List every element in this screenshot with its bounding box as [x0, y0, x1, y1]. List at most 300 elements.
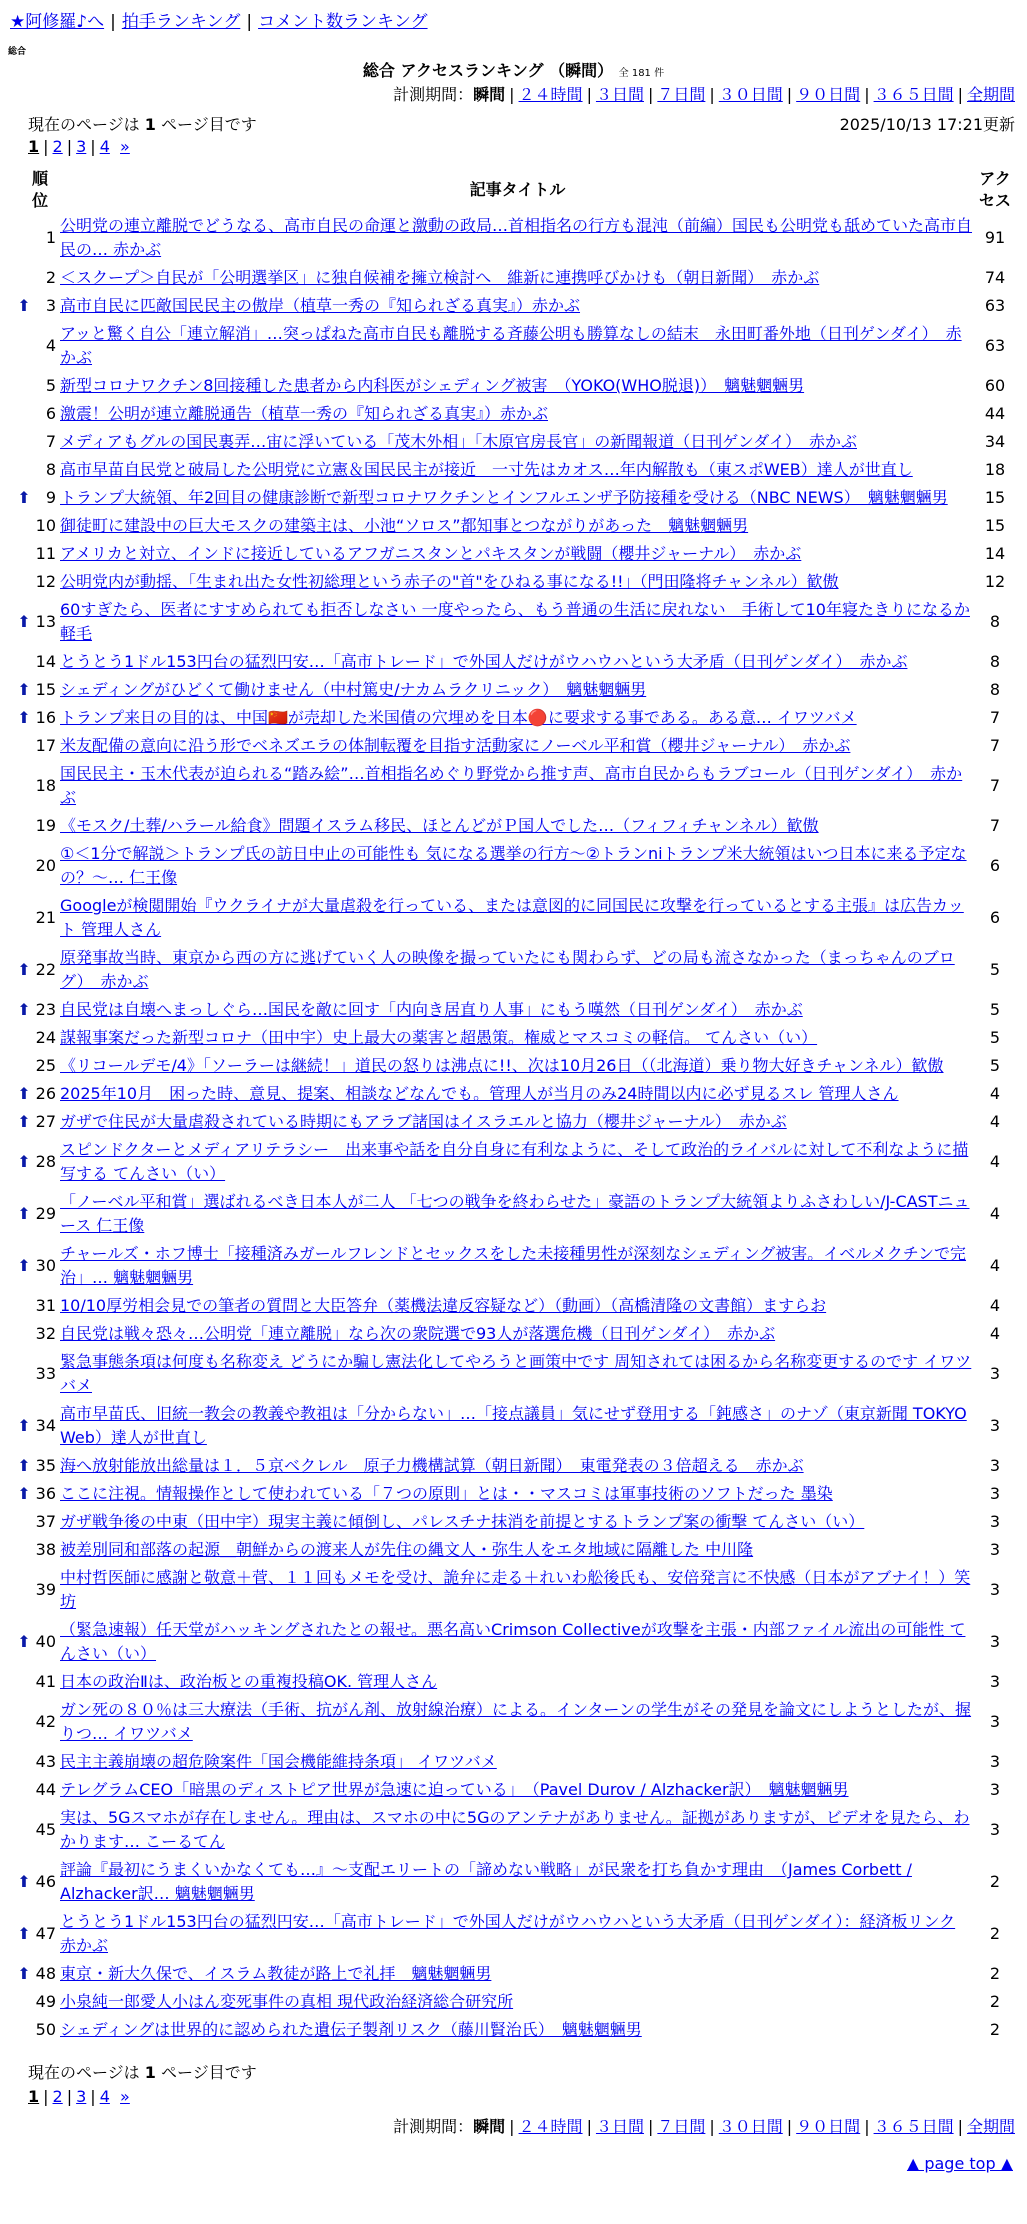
pager-next[interactable]: » — [120, 2087, 130, 2106]
rank-number: 11 — [35, 544, 56, 563]
table-row — [14, 1748, 1015, 1776]
rank-up-icon — [14, 1804, 34, 1856]
table-row — [14, 428, 1015, 456]
article-title-link[interactable]: アッと驚く自公「連立解消」…突っぱねた高市自民も離脱する斉藤公明も勝算なしの結末 永田町番外地（日刊ゲンダイ） 赤かぶ — [60, 324, 962, 367]
article-title-cell — [60, 1908, 975, 1960]
access-count: 8 — [989, 612, 1001, 631]
rank-up-icon — [14, 1748, 34, 1776]
article-title-cell — [60, 212, 975, 264]
rank-number: 17 — [35, 736, 56, 755]
table-row — [14, 812, 1015, 840]
pager-next[interactable]: » — [120, 137, 130, 156]
article-title-link[interactable]: 公明党の連立離脱でどうなる、高市自民の命運と激動の政局…首相指名の行方も混沌（前編）国民も公明党も舐めていた高市自民の… 赤かぶ — [60, 216, 973, 259]
article-title-cell — [60, 1052, 975, 1080]
access-count: 15 — [984, 488, 1006, 507]
article-title-cell — [60, 1080, 975, 1108]
rank-number: 35 — [35, 1456, 56, 1475]
rank-up-icon: ⬆ — [17, 1112, 31, 1131]
rank-up-icon — [14, 540, 34, 568]
article-title-link[interactable]: トランプ大統領、年2回目の健康診断で新型コロナワクチンとインフルエンザ予防接種を受ける（NBC NEWS） 魑魅魍魎男 — [60, 488, 948, 507]
access-count: 5 — [989, 1056, 1001, 1075]
rank-number: 23 — [35, 1000, 56, 1019]
period-label: 計測期間： — [393, 85, 474, 104]
rank-number: 25 — [35, 1056, 56, 1075]
rank-number: 24 — [35, 1028, 56, 1047]
rank-number: 45 — [35, 1820, 56, 1839]
article-title-cell — [60, 1024, 975, 1052]
rank-up-icon: ⬆ — [17, 1632, 31, 1651]
rank-number: 34 — [35, 1416, 56, 1435]
table-row — [14, 1988, 1015, 2016]
link-comment-ranking[interactable]: コメント数ランキング — [258, 12, 428, 32]
table-row — [14, 1616, 1015, 1668]
access-count: 5 — [989, 960, 1001, 979]
access-count: 3 — [989, 1512, 1001, 1531]
ranking-table — [14, 168, 1015, 2044]
table-row — [14, 264, 1015, 292]
table-row — [14, 1240, 1015, 1292]
rank-up-icon — [14, 1668, 34, 1696]
article-title-link[interactable]: 実は、5Gスマホが存在しません。理由は、スマホの中に5Gのアンテナがありません。証拠がありますが、ビデオを見たら、わかります… こーるてん — [60, 1808, 970, 1851]
access-count: 7 — [989, 816, 1001, 835]
article-title-link[interactable]: 東京・新大久保で、イスラム教徒が路上で礼拝 魑魅魍魎男 — [60, 1964, 492, 1983]
article-title-cell — [60, 1564, 975, 1616]
access-count: 7 — [989, 736, 1001, 755]
period-7d[interactable]: ７日間 — [657, 85, 706, 104]
rank-up-icon: ⬆ — [17, 1152, 31, 1171]
rank-up-icon: ⬆ — [17, 1964, 31, 1983]
rank-up-icon — [14, 1292, 34, 1320]
article-title-cell — [60, 1292, 975, 1320]
table-row — [14, 1452, 1015, 1480]
article-title-link[interactable]: 公明党内が動揺、「生まれ出た女性初総理という赤子の"首"をひねる事になる!!」（門田隆将チャンネル）歓傲 — [60, 572, 839, 591]
rank-up-icon: ⬆ — [17, 680, 31, 699]
rank-up-icon — [14, 212, 34, 264]
rank-number: 3 — [45, 296, 56, 315]
article-title-link[interactable]: とうとう1ドル153円台の猛烈円安…「高市トレード」で外国人だけがウハウハという大矛盾（日刊ゲンダイ） 赤かぶ — [60, 652, 908, 671]
rank-up-icon — [14, 456, 34, 484]
table-row — [14, 568, 1015, 596]
article-title-link[interactable]: チャールズ・ホフ博士「接種済みガールフレンドとセックスをした未接種男性が深刻なシェディング被害。イベルメクチンで完治」… 魑魅魍魎男 — [60, 1244, 967, 1287]
rank-up-icon — [14, 512, 34, 540]
article-title-cell — [60, 596, 975, 648]
article-title-cell — [60, 1988, 975, 2016]
article-title-link[interactable]: テレグラムCEO「暗黒のディストピア世界が急速に迫っている」 （Pavel Durov / Alzhacker訳） 魑魅魍魎男 — [60, 1780, 849, 1799]
link-clap-ranking[interactable]: 拍手ランキング — [121, 12, 241, 32]
page-info-bottom: 現在のページは 1 ページ目です — [28, 2063, 257, 2082]
period-all[interactable]: 全期間 — [966, 85, 1015, 104]
article-title-link[interactable]: 高市早苗自民党と破局した公明党に立憲＆国民民主が接近 一寸先はカオス…年内解散も（東スポWEB）達人が世直し — [60, 460, 913, 479]
table-row — [14, 456, 1015, 484]
pager-page-4[interactable]: 4 — [99, 137, 110, 156]
rank-number: 29 — [35, 1204, 56, 1223]
table-row — [14, 1292, 1015, 1320]
updated-timestamp: 2025/10/13 17:21更新 — [839, 115, 1015, 134]
article-title-link[interactable]: 10/10厚労相会見での筆者の質問と大臣答弁（薬機法違反容疑など）（動画）（高橋清隆の文書館）ますらお — [60, 1296, 827, 1315]
article-title-cell — [60, 540, 975, 568]
article-title-cell — [60, 892, 975, 944]
rank-number: 48 — [35, 1964, 56, 1983]
rank-number: 5 — [45, 376, 56, 395]
article-title-link[interactable]: 米友配備の意向に沿う形でベネズエラの体制転覆を目指す活動家にノーベル平和賞（櫻井ジャーナル） 赤かぶ — [60, 736, 851, 755]
access-count: 3 — [989, 1632, 1001, 1651]
table-row — [14, 892, 1015, 944]
article-title-cell — [60, 1536, 975, 1564]
rank-number: 4 — [45, 336, 56, 355]
rank-number: 46 — [35, 1872, 56, 1891]
table-row — [14, 1188, 1015, 1240]
table-row — [14, 704, 1015, 732]
access-count: 8 — [989, 680, 1001, 699]
rank-number: 14 — [35, 652, 56, 671]
article-title-link[interactable]: 60すぎたら、医者にすすめられても拒否しなさい 一度やったら、もう普通の生活に戻れない 手術して10年寝たきりになるか軽毛 — [60, 600, 970, 643]
rank-number: 36 — [35, 1484, 56, 1503]
access-count: 4 — [989, 1084, 1001, 1103]
access-count: 4 — [989, 1296, 1001, 1315]
top-nav: ★阿修羅♪へ | 拍手ランキング | コメント数ランキング — [10, 12, 428, 32]
article-title-link[interactable]: 「ノーベル平和賞」選ばれるべき日本人が二人 「七つの戦争を終わらせた」豪語のトランプ大統領よりふさわしい/J-CASTニュース 仁王像 — [60, 1192, 970, 1235]
ranking-title: 総合 アクセスランキング （瞬間） — [362, 61, 614, 80]
article-title-link[interactable]: ガン死の８０％は三大療法（手術、抗がん剤、放射線治療）による。インターンの学生がその発見を論文にしようとしたが、握りつ… イワツバメ — [60, 1700, 972, 1743]
article-title-link[interactable]: 緊急事態条項は何度も名称変え どうにか騙し憲法化してやろうと画策中です 周知されては困るから名称変更するのです イワツバメ — [60, 1352, 972, 1395]
article-title-link[interactable]: ガザで住民が大量虐殺されている時期にもアラブ諸国はイスラエルと協力（櫻井ジャーナル） 赤かぶ — [60, 1112, 787, 1131]
article-title-link[interactable]: 御徒町に建設中の巨大モスクの建築主は、小池“ソロス”都知事とつながりがあった 魑魅魍魎男 — [60, 516, 749, 535]
article-title-link[interactable]: ガザ戦争後の中東（田中宇）現実主義に傾倒し、パレスチナ抹消を前提とするトランプ案の衝撃 てんさい（い） — [60, 1512, 865, 1531]
rank-number: 22 — [35, 960, 56, 979]
rank-up-icon: ⬆ — [17, 1256, 31, 1275]
table-row — [14, 1776, 1015, 1804]
article-title-cell — [60, 1348, 975, 1400]
article-title-cell — [60, 1480, 975, 1508]
table-row — [14, 212, 1015, 264]
access-count: 3 — [989, 1580, 1001, 1599]
period-24h[interactable]: ２４時間 — [518, 2117, 583, 2136]
rank-up-icon — [14, 1536, 34, 1564]
access-count: 14 — [984, 544, 1006, 563]
period-90d[interactable]: ９０日間 — [796, 85, 861, 104]
article-title-cell — [60, 944, 975, 996]
table-row — [14, 648, 1015, 676]
page-title — [0, 60, 1027, 85]
rank-up-icon — [14, 1348, 34, 1400]
table-row — [14, 1668, 1015, 1696]
rank-number: 28 — [35, 1152, 56, 1171]
table-row — [14, 292, 1015, 320]
article-title-link[interactable]: シェディングは世界的に認められた遺伝子製剤リスク（藤川賢治氏） 魑魅魍魎男 — [60, 2020, 642, 2039]
rank-number: 2 — [45, 268, 56, 287]
article-title-link[interactable]: とうとう1ドル153円台の猛烈円安…「高市トレード」で外国人だけがウハウハという大矛盾（日刊ゲンダイ）：経済板リンク 赤かぶ — [60, 1912, 956, 1955]
category-label: 総合 — [8, 47, 27, 57]
access-count: 3 — [989, 1364, 1001, 1383]
table-row — [14, 1108, 1015, 1136]
access-count: 8 — [989, 652, 1001, 671]
article-title-link[interactable]: 民主主義崩壊の超危険案件「国会機能維持条項」 イワツバメ — [60, 1752, 497, 1771]
rank-up-icon — [14, 1320, 34, 1348]
rank-number: 21 — [35, 908, 56, 927]
rank-number: 6 — [45, 404, 56, 423]
article-title-cell — [60, 1960, 975, 1988]
rank-number: 13 — [35, 612, 56, 631]
rank-up-icon: ⬆ — [17, 612, 31, 631]
access-count: 44 — [984, 404, 1006, 423]
article-title-cell — [60, 320, 975, 372]
rank-up-icon: ⬆ — [17, 708, 31, 727]
access-count: 74 — [984, 268, 1006, 287]
access-count: 5 — [989, 1028, 1001, 1047]
table-row — [14, 1480, 1015, 1508]
rank-number: 12 — [35, 572, 56, 591]
rank-number: 43 — [35, 1752, 56, 1771]
pager-top: 1 | 2 | 3 | 4 » — [28, 137, 130, 156]
access-count: 7 — [989, 776, 1001, 795]
article-title-link[interactable]: 激震！公明が連立離脱通告（植草一秀の『知られざる真実』）赤かぶ — [60, 404, 549, 423]
article-title-cell — [60, 704, 975, 732]
article-title-link[interactable]: 《リコールデモ/4》「ソーラーは継続！」道民の怒りは沸点に!!、次は10月26日（（北海道）乗り物大好きチャンネル）歓傲 — [60, 1056, 944, 1075]
article-title-cell — [60, 2016, 975, 2044]
period-30d[interactable]: ３０日間 — [718, 85, 783, 104]
article-title-cell — [60, 264, 975, 292]
article-title-link[interactable]: スピンドクターとメディアリテラシー 出来事や話を自分自身に有利なように、そして政治的ライバルに対して不利なように描写する てんさい（い） — [60, 1140, 969, 1183]
table-row — [14, 1052, 1015, 1080]
period-current: 瞬間 — [473, 2117, 506, 2136]
table-row — [14, 1564, 1015, 1616]
access-count: 3 — [989, 1820, 1001, 1839]
pager-bottom: 1 | 2 | 3 | 4 » — [28, 2087, 130, 2106]
rank-up-icon — [14, 2016, 34, 2044]
article-title-cell — [60, 1240, 975, 1292]
rank-up-icon — [14, 1564, 34, 1616]
access-count: 6 — [989, 856, 1001, 875]
table-row — [14, 1080, 1015, 1108]
table-row — [14, 760, 1015, 812]
period-24h[interactable]: ２４時間 — [518, 85, 583, 104]
article-title-cell — [60, 512, 975, 540]
table-row — [14, 540, 1015, 568]
article-title-cell — [60, 676, 975, 704]
period-all[interactable]: 全期間 — [966, 2117, 1015, 2136]
table-row — [14, 1136, 1015, 1188]
pager-page-2[interactable]: 2 — [52, 137, 63, 156]
article-title-cell — [60, 1776, 975, 1804]
article-title-link[interactable]: シェディングがひどくて働けません（中村篤史/ナカムラクリニック） 魑魅魍魎男 — [60, 680, 647, 699]
rank-number: 37 — [35, 1512, 56, 1531]
access-count: 18 — [984, 460, 1006, 479]
period-365d[interactable]: ３６５日間 — [873, 85, 954, 104]
rank-up-icon — [14, 732, 34, 760]
article-title-cell — [60, 1320, 975, 1348]
article-title-link[interactable]: 原発事故当時、東京から西の方に逃げていく人の映像を撮っていたにも関わらず、どの局も流さなかった（まっちゃんのブログ） 赤かぶ — [60, 948, 955, 991]
article-title-link[interactable]: 海へ放射能放出総量は１．５京ベクレル 原子力機構試算（朝日新聞） 東電発表の３倍超える 赤かぶ — [60, 1456, 804, 1475]
table-row — [14, 1508, 1015, 1536]
article-title-link[interactable]: ①＜1分で解説＞トランプ氏の訪日中止の可能性も 気になる選挙の行方～②トランniトランプ米大統領はいつ日本に来る予定なの？～… 仁王像 — [60, 844, 967, 887]
rank-number: 27 — [35, 1112, 56, 1131]
table-row — [14, 320, 1015, 372]
link-asyura-home[interactable]: ★阿修羅♪へ — [10, 12, 105, 32]
article-title-link[interactable]: 自民党は戦々恐々…公明党「連立離脱」なら次の衆院選で93人が落選危機（日刊ゲンダイ） 赤かぶ — [60, 1324, 776, 1343]
table-row — [14, 596, 1015, 648]
access-count: 7 — [989, 708, 1001, 727]
article-title-cell — [60, 484, 975, 512]
rank-up-icon — [14, 648, 34, 676]
period-90d[interactable]: ９０日間 — [796, 2117, 861, 2136]
rank-up-icon: ⬆ — [17, 960, 31, 979]
rank-number: 7 — [45, 432, 56, 451]
article-title-link[interactable]: 新型コロナワクチン8回接種した患者から内科医がシェディング被害 （YOKO(WHO脱退)） 魑魅魍魎男 — [60, 376, 805, 395]
access-count: 12 — [984, 572, 1006, 591]
rank-up-icon: ⬆ — [17, 1416, 31, 1435]
rank-number: 40 — [35, 1632, 56, 1651]
article-title-link[interactable]: 国民民主・玉木代表が迫られる“踏み絵”…首相指名めぐり野党から推す声、高市自民からもラブコール（日刊ゲンダイ） 赤かぶ — [60, 764, 963, 807]
rank-up-icon — [14, 1776, 34, 1804]
rank-number: 20 — [35, 856, 56, 875]
rank-number: 18 — [35, 776, 56, 795]
rank-number: 32 — [35, 1324, 56, 1343]
page-top-link[interactable]: ▲ page top ▲ — [906, 2154, 1013, 2173]
article-title-cell — [60, 812, 975, 840]
table-header — [14, 168, 1015, 212]
article-title-link[interactable]: 2025年10月 困った時、意見、提案、相談などなんでも。管理人が当月のみ24時間以内に必ず見るスレ 管理人さん — [60, 1084, 899, 1103]
article-title-cell — [60, 996, 975, 1024]
period-selector-bottom: 計測期間：瞬間 | ２４時間 | ３日間 | ７日間 | ３０日間 | ９０日間 | ３６５日間 | 全期間 — [393, 2117, 1015, 2136]
pager-page-4[interactable]: 4 — [99, 2087, 110, 2106]
table-row — [14, 1696, 1015, 1748]
access-count: 4 — [989, 1152, 1001, 1171]
table-row — [14, 512, 1015, 540]
rank-up-icon — [14, 1988, 34, 2016]
article-title-cell — [60, 732, 975, 760]
rank-number: 19 — [35, 816, 56, 835]
rank-number: 10 — [35, 516, 56, 535]
article-title-cell — [60, 1508, 975, 1536]
access-count: 34 — [984, 432, 1006, 451]
rank-up-icon — [14, 1696, 34, 1748]
rank-number: 50 — [35, 2020, 56, 2039]
access-count: 3 — [989, 1672, 1001, 1691]
rank-number: 44 — [35, 1780, 56, 1799]
article-title-link[interactable]: 日本の政治Ⅱは、政治板との重複投稿OK. 管理人さん — [60, 1672, 438, 1691]
rank-number: 42 — [35, 1712, 56, 1731]
period-label: 計測期間： — [393, 2117, 474, 2136]
table-row — [14, 1400, 1015, 1452]
rank-number: 30 — [35, 1256, 56, 1275]
rank-number: 38 — [35, 1540, 56, 1559]
period-365d[interactable]: ３６５日間 — [873, 2117, 954, 2136]
page-info-top: 現在のページは 1 ページ目です — [28, 115, 257, 134]
rank-up-icon — [14, 812, 34, 840]
access-count: 2 — [989, 1872, 1001, 1891]
access-count: 15 — [984, 516, 1006, 535]
rank-up-icon — [14, 1052, 34, 1080]
period-3d[interactable]: ３日間 — [595, 85, 644, 104]
table-row — [14, 1348, 1015, 1400]
rank-up-icon — [14, 372, 34, 400]
table-row — [14, 944, 1015, 996]
access-count: 4 — [989, 1112, 1001, 1131]
article-title-link[interactable]: 評論『最初にうまくいかなくても…』～支配エリートの「諦めない戦略」が民衆を打ち負かす理由 （James Corbett / Alzhacker訳… 魑魅魍魎男 — [60, 1860, 912, 1903]
pager-page-3[interactable]: 3 — [76, 2087, 87, 2106]
period-selector-top: 計測期間：瞬間 | ２４時間 | ３日間 | ７日間 | ３０日間 | ９０日間 | ３６５日間 | 全期間 — [393, 85, 1015, 104]
article-title-link[interactable]: 被差別同和部落の起源＿朝鮮からの渡来人が先住の縄文人・弥生人をエタ地域に隔離した 中川隆 — [60, 1540, 754, 1559]
access-count: 4 — [989, 1324, 1001, 1343]
article-title-cell — [60, 1188, 975, 1240]
access-count: 91 — [984, 228, 1006, 247]
article-title-cell — [60, 1136, 975, 1188]
period-30d[interactable]: ３０日間 — [718, 2117, 783, 2136]
rank-number: 31 — [35, 1296, 56, 1315]
article-title-cell — [60, 400, 975, 428]
rank-number: 49 — [35, 1992, 56, 2011]
article-title-cell — [60, 1452, 975, 1480]
article-title-cell — [60, 648, 975, 676]
article-title-link[interactable]: ＜スクープ＞自民が「公明選挙区」に独自候補を擁立検討へ 維新に連携呼びかけも（朝日新聞） 赤かぶ — [60, 268, 820, 287]
article-title-link[interactable]: 中村哲医師に感謝と敬意＋菅、１１回もメモを受け、詭弁に走る＋れいわ舩後氏も、安倍発言に不快感（日本がアブナイ！）笑坊 — [60, 1568, 971, 1611]
rank-number: 9 — [45, 488, 56, 507]
article-title-link[interactable]: 小泉純一郎愛人小はん変死事件の真相 現代政治経済総合研究所 — [60, 1992, 514, 2011]
col-title-header: 記事タイトル — [469, 180, 566, 199]
article-title-cell — [60, 1400, 975, 1452]
rank-up-icon: ⬆ — [17, 1872, 31, 1891]
period-7d[interactable]: ７日間 — [657, 2117, 706, 2136]
article-title-link[interactable]: 高市自民に匹敵国民民主の傲岸（植草一秀の『知られざる真実』）赤かぶ — [60, 296, 581, 315]
rank-up-icon — [14, 1024, 34, 1052]
article-title-cell — [60, 760, 975, 812]
article-title-link[interactable]: アメリカと対立、インドに接近しているアフガニスタンとパキスタンが戦闘（櫻井ジャーナル） 赤かぶ — [60, 544, 802, 563]
article-title-link[interactable]: Googleが検閲開始『ウクライナが大量虐殺を行っている、または意図的に同国民に攻撃を行っているとする主張』は広告カット 管理人さん — [60, 896, 964, 939]
rank-number: 39 — [35, 1580, 56, 1599]
table-row — [14, 1960, 1015, 1988]
article-title-cell — [60, 1668, 975, 1696]
article-title-link[interactable]: （緊急速報）任天堂がハッキングされたとの報せ。悪名高いCrimson Collectiveが攻撃を主張・内部ファイル流出の可能性 てんさい（い） — [60, 1620, 966, 1663]
rank-up-icon — [14, 264, 34, 292]
rank-up-icon — [14, 840, 34, 892]
rank-up-icon: ⬆ — [17, 296, 31, 315]
table-row — [14, 996, 1015, 1024]
pager-page-2[interactable]: 2 — [52, 2087, 63, 2106]
col-access-header: アクセス — [978, 169, 1011, 210]
pager-page-3[interactable]: 3 — [76, 137, 87, 156]
access-count: 2 — [989, 2020, 1001, 2039]
article-title-link[interactable]: メディアもグルの国民裏弄…宙に浮いている「茂木外相」「木原官房長官」の新聞報道（日刊ゲンダイ） 赤かぶ — [60, 432, 857, 451]
rank-number: 41 — [35, 1672, 56, 1691]
article-title-link[interactable]: 謀報事案だった新型コロナ（田中宇）史上最大の薬害と超愚策。権威とマスコミの軽信。 てんさい（い） — [60, 1028, 818, 1047]
table-row — [14, 732, 1015, 760]
article-title-cell — [60, 1108, 975, 1136]
col-rank-header: 順位 — [31, 169, 48, 210]
access-count: 63 — [984, 296, 1006, 315]
article-title-cell — [60, 568, 975, 596]
article-title-link[interactable]: ここに注視。情報操作として使われている「７つの原則」とは・・マスコミは軍事技術のソフトだった 墨染 — [60, 1484, 833, 1503]
access-count: 3 — [989, 1712, 1001, 1731]
access-count: 3 — [989, 1416, 1001, 1435]
table-row — [14, 1908, 1015, 1960]
table-row — [14, 372, 1015, 400]
article-title-link[interactable]: 高市早苗氏、旧統一教会の教義や教祖は「分からない」…「接点議員」気にせず登用する「鈍感さ」のナゾ（東京新聞 TOKYO Web）達人が世直し — [60, 1404, 967, 1447]
access-count: 5 — [989, 1000, 1001, 1019]
rank-up-icon: ⬆ — [17, 488, 31, 507]
access-count: 2 — [989, 1924, 1001, 1943]
table-row — [14, 484, 1015, 512]
access-count: 6 — [989, 908, 1001, 927]
table-row — [14, 1320, 1015, 1348]
period-3d[interactable]: ３日間 — [595, 2117, 644, 2136]
rank-up-icon: ⬆ — [17, 1000, 31, 1019]
article-title-link[interactable]: 《モスク/土葬/ハラール給食》問題イスラム移民、ほとんどがＰ国人でした…（フィフィチャンネル）歓傲 — [60, 816, 819, 835]
article-title-link[interactable]: トランプ来日の目的は、中国🇨🇳が売却した米国債の穴埋めを日本🔴に要求する事である。ある意… イワツバメ — [60, 708, 857, 727]
article-title-link[interactable]: 自民党は自壊へまっしぐら…国民を敵に回す「内向き居直り人事」にもう嘆然（日刊ゲンダイ） 赤かぶ — [60, 1000, 803, 1019]
rank-up-icon — [14, 320, 34, 372]
article-title-cell — [60, 1856, 975, 1908]
table-row — [14, 1856, 1015, 1908]
